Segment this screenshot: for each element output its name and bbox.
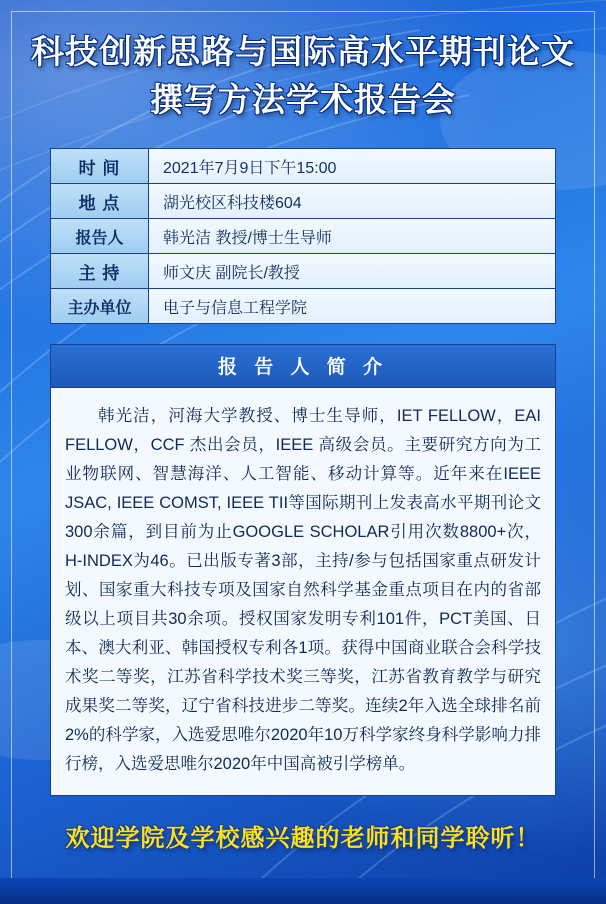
title-line-1: 科技创新思路与国际高水平期刊论文 — [31, 33, 575, 70]
speaker-bio-box — [50, 344, 556, 796]
bottom-bar — [0, 878, 606, 904]
event-info-table — [50, 148, 556, 324]
info-label-organizer: 主办单位 — [51, 289, 149, 323]
table-row — [51, 149, 555, 184]
bio-text: 韩光洁，河海大学教授、博士生导师，IET FELLOW，EAI FELLOW，CCF 杰出会员，IEEE 高级会员。主要研究方向为工业物联网、智慧海洋、人工智能、移动计算等。近年来在IEEE JSAC, IEEE COMST, IEEE TII等国际期刊上发表高水平期刊论文300余篇，到目前为止GOOGLE SCHOLAR引用次数8800+次，H-INDEX为46。已出版专著3部，主持/参与包括国家重点研发计划、国家重大科技专项及国家自然科学基金重点项目在内的省部级以上项目共30余项。授权国家发明专利101件，PCT美国、日本、澳大利亚、韩国授权专利各1项。获得中国商业联合会科学技术奖二等奖，江苏省科学技术奖三等奖，江苏省教育教学与研究成果奖二等奖，辽宁省科技进步二等奖。连续2年入选全球排名前2%的科学家，入选爱思唯尔2020年10万科学家终身科学影响力排行榜，入选爱思唯尔2020年中国高被引学榜单。 — [65, 407, 541, 773]
info-value-host: 师文庆 副院长/教授 — [149, 254, 555, 288]
info-value-location: 湖光校区科技楼604 — [149, 184, 555, 218]
footer-note — [26, 818, 580, 853]
poster-title — [26, 0, 580, 124]
table-row — [51, 184, 555, 219]
table-row — [51, 219, 555, 254]
info-value-speaker: 韩光洁 教授/博士生导师 — [149, 219, 555, 253]
info-label-host: 主 持 — [51, 254, 149, 288]
table-row — [51, 254, 555, 289]
footer-text: 欢迎学院及学校感兴趣的老师和同学聆听！ — [65, 825, 541, 852]
info-label-location: 地 点 — [51, 184, 149, 218]
info-value-organizer: 电子与信息工程学院 — [149, 289, 555, 323]
info-label-speaker: 报告人 — [51, 219, 149, 253]
title-line-2: 撰写方法学术报告会 — [150, 81, 456, 118]
bio-header: 报 告 人 简 介 — [51, 345, 555, 388]
info-label-time: 时 间 — [51, 149, 149, 183]
info-value-time: 2021年7月9日下午15:00 — [149, 149, 555, 183]
table-row — [51, 289, 555, 324]
